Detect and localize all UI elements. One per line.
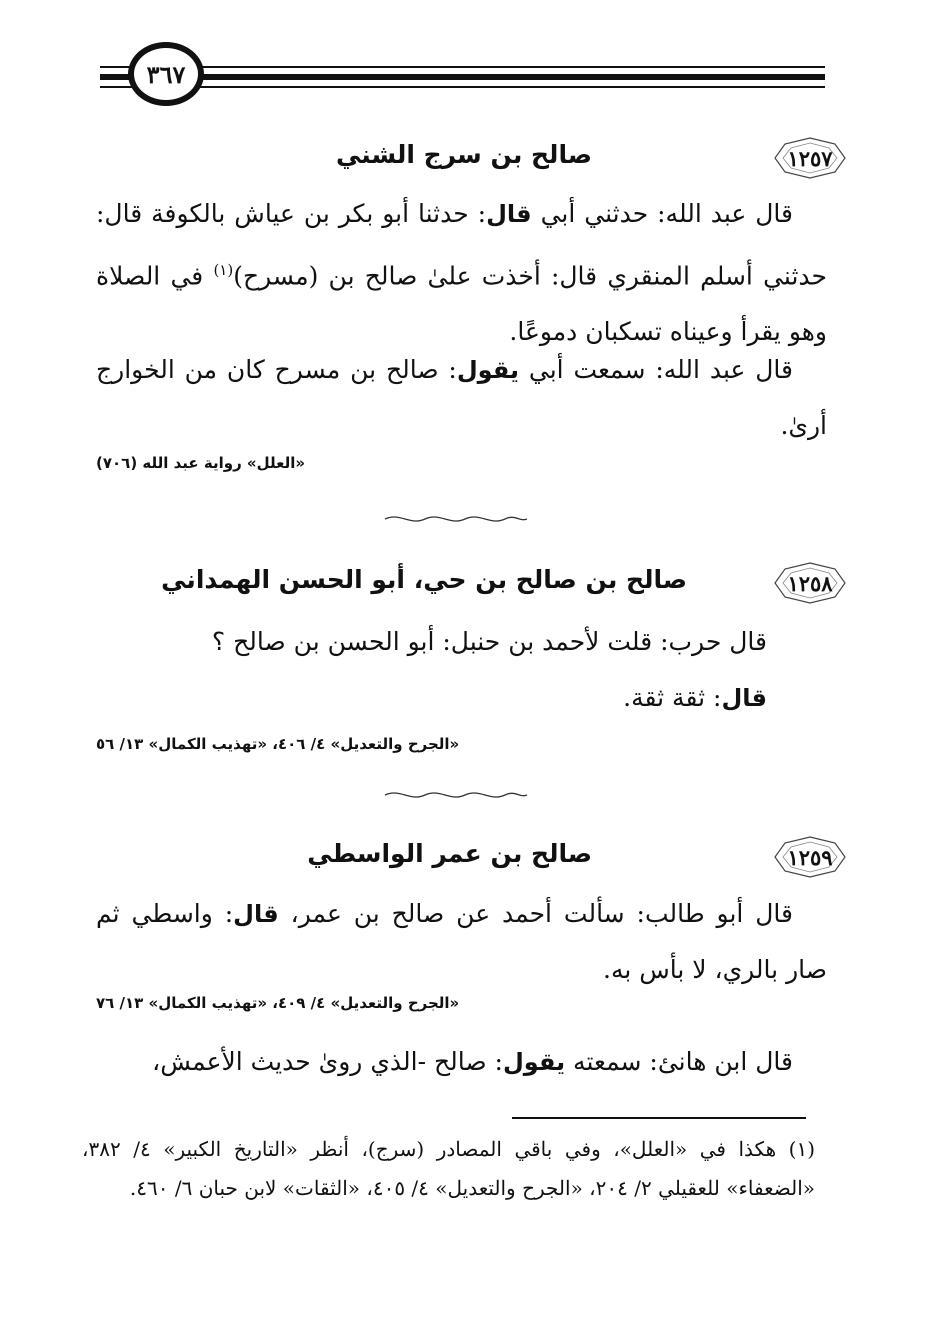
footnote: (١) هكذا في «العلل»، وفي باقي المصادر (سرج)، أنظر «التاريخ الكبير» ٤/ ٣٨٢، «الضعفاء» للعقيلي ٢/ ٢٠٤، «الجرح والتعديل» ٤/ ٤٠٥، «الثقات» لابن حبان ٦/ ٤٦٠.: [82, 1137, 815, 1200]
entry-heading: [0, 136, 945, 184]
entry-number: ١٢٥٧: [787, 145, 833, 171]
header-rule: [100, 66, 825, 68]
entry-heading: [0, 561, 945, 609]
entry-heading: [0, 835, 945, 883]
footnote-rule: [512, 1117, 806, 1119]
divider-ornament-icon: [380, 512, 530, 526]
page-number: ٣٦٧: [128, 42, 204, 106]
source-citation: «الجرح والتعديل» ٤/ ٤٠٩، «تهذيب الكمال» ١٣/ ٧٦: [96, 994, 460, 1012]
entry-number: ١٢٥٨: [787, 570, 833, 596]
entry-paragraph: قال أبو طالب: سألت أحمد عن صالح بن عمر، قال: واسطي ثم صار بالري، لا بأس به.: [96, 899, 827, 984]
entry-paragraph: قال حرب: قلت لأحمد بن حنبل: أبو الحسن بن صالح ؟: [211, 627, 767, 656]
footnote-marker: (١): [213, 261, 234, 279]
entry-title: صالح بن عمر الواسطي: [307, 839, 592, 868]
divider-ornament-icon: [380, 788, 530, 802]
entry-paragraph: قال: ثقة ثقة.: [623, 683, 767, 712]
entry-paragraph: قال ابن هانئ: سمعته يقول: صالح -الذي روىٰ حديث الأعمش،: [152, 1047, 793, 1076]
entry-paragraph: قال عبد الله: سمعت أبي يقول: صالح بن مسرح كان من الخوارج أرىٰ.: [96, 355, 827, 440]
entry-number-badge: [773, 835, 847, 879]
header-rule: [100, 74, 825, 80]
source-citation: «الجرح والتعديل» ٤/ ٤٠٦، «تهذيب الكمال» ١٣/ ٥٦: [96, 735, 460, 753]
source-citation: «العلل» رواية عبد الله (٧٠٦): [96, 454, 306, 472]
entry-title: صالح بن صالح بن حي، أبو الحسن الهمداني: [161, 565, 687, 594]
entry-number: ١٢٥٩: [787, 844, 833, 870]
header-rule: [100, 86, 825, 88]
entry-number-badge: [773, 136, 847, 180]
entry-title: صالح بن سرج الشني: [336, 140, 592, 169]
entry-number-badge: [773, 561, 847, 605]
entry-paragraph: قال عبد الله: حدثني أبي قال: حدثنا أبو بكر بن عياش بالكوفة قال: حدثني أسلم المنقري قال: أخذت علىٰ صالح بن (مسرح)$^{(١)}$ في الصلاة وهو يقرأ وعيناه تسكبان دموعًا.: [96, 199, 827, 347]
